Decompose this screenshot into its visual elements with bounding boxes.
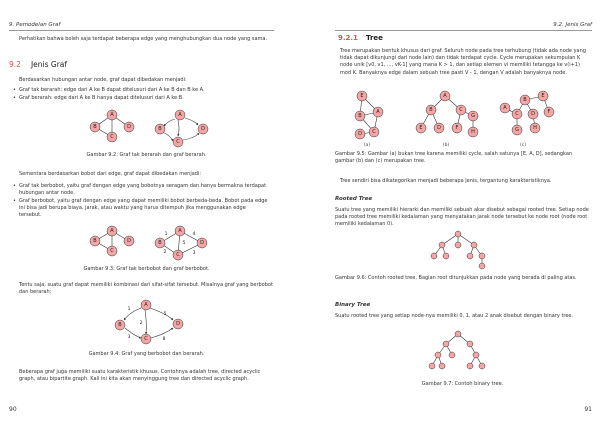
- edge: [164, 119, 175, 126]
- figure-9-5c: [495, 88, 565, 143]
- subfigure-label: (c): [520, 143, 526, 148]
- node-label: B: [429, 107, 433, 113]
- node-label: B: [93, 124, 97, 130]
- edge: [162, 132, 173, 141]
- tree-node: [473, 352, 479, 358]
- section-number: 9.2: [9, 60, 21, 69]
- figure-9-4-caption: Gambar 9.4: Graf yang berbobot dan berarah.: [88, 351, 205, 357]
- tree-node: [467, 253, 473, 259]
- edge-weight: 5: [163, 312, 167, 317]
- edge-weight: 5: [182, 241, 186, 246]
- right-page: [300, 0, 600, 424]
- figure-9-7-binary-tree: [428, 330, 488, 378]
- para-special: Beberapa graf juga memiliki suatu karakteristik khusus. Contohnya adalah tree, directed acyclic graph, atau bipartite graph. Kali ini kita akan menyinggung tree dan directed acyclic graph.: [19, 369, 261, 383]
- figure-9-4-weighted-directed: [105, 298, 195, 346]
- edge-weight: 2: [163, 250, 167, 255]
- edge: [185, 118, 198, 125]
- figure-9-2-directed: [150, 105, 220, 150]
- tree-node: [455, 231, 461, 237]
- section-title: Jenis Graf: [30, 60, 68, 69]
- figure-9-5b: [413, 88, 483, 143]
- subfigure-label: (b): [442, 143, 450, 148]
- section-heading: [9, 60, 67, 69]
- figure-9-6-rooted-tree: [428, 230, 488, 270]
- edge-weight: 4: [192, 232, 196, 237]
- subsection-number: 9.2.1: [338, 34, 358, 42]
- node-label: B: [93, 238, 97, 244]
- figure-9-3-weighted: [150, 225, 220, 265]
- intro-paragraph: Perhatikan bahwa boleh saja terdapat beberapa edge yang menghubungkan dua node yang sama.: [19, 36, 268, 42]
- node-label: E: [419, 125, 423, 131]
- tree-node: [479, 263, 485, 269]
- node-label: G: [471, 113, 475, 119]
- node-label: D: [176, 321, 180, 327]
- para-weight: Sementara berdasarkan bobot dari edge, graf dapat dibedakan menjadi:: [19, 171, 202, 177]
- bullet-undirected: • Graf tak berarah: edge dari A ke B dapat ditelusuri dari A ke B dan B ke A.: [19, 87, 269, 94]
- tree-node: [449, 352, 455, 358]
- figure-9-2-undirected: [85, 105, 145, 150]
- edge: [124, 308, 141, 320]
- bullet-weighted: • Graf berbobot, yaitu graf dengan edge yang dapat memiliki bobot berbeda-beda. Bobot pada edge ini bisa jadi berupa biaya, jarak, atau waktu yang harus ditempuh jika menggunakan edge tersebut.: [19, 198, 269, 219]
- header-rule-left: [9, 30, 274, 31]
- figure-9-3-unweighted: [85, 225, 145, 265]
- node-label: B: [358, 113, 362, 119]
- node-label: D: [127, 238, 131, 244]
- bullet-unweighted: • Graf tak berbobot, yaitu graf dengan edge yang bobotnya seragam dan hanya bermakna terdapat hubungan antar node.: [19, 183, 269, 197]
- node-label: A: [178, 112, 182, 118]
- tree-node: [455, 242, 461, 248]
- edge-weight: 8: [162, 337, 166, 342]
- node-label: G: [515, 127, 519, 133]
- node-label: C: [144, 336, 148, 342]
- binary-tree-heading: Binary Tree: [335, 302, 371, 308]
- tree-node: [443, 341, 449, 347]
- node-label: F: [455, 125, 459, 131]
- node-label: D: [437, 125, 441, 131]
- tree-node: [435, 352, 441, 358]
- tree-paragraph: Tree merupakan bentuk khusus dari graf. Seluruh node pada tree terhubung (tidak ada node yang tidak dapat dikunjungi dari node lain) dan tidak terdapat cycle. Cycle merupakan sekumpulan K node unik [v0, v1, ..., vK-1] yang mana K > 1, dan setiap elemen vi memiliki tetangga ke v(i+1) mod K. Banyaknya edge dalam sebuah tree pasti V - 1, dengan V adalah banyaknya node.: [340, 48, 586, 76]
- tree-categories-paragraph: Tree sendiri bisa dikategorikan menjadi beberapa jenis, tergantung karakteristiknya.: [340, 178, 552, 184]
- node-label: C: [176, 139, 180, 145]
- bullet-directed: • Graf berarah: edge dari A ke B hanya dapat ditelusuri dari A ke B.: [19, 95, 269, 102]
- node-label: B: [158, 126, 162, 132]
- node-label: H: [471, 129, 475, 135]
- header-rule-right: [335, 30, 592, 31]
- tree-node: [467, 341, 473, 347]
- tree-node: [429, 363, 435, 369]
- subsection-title: Tree: [365, 34, 383, 42]
- figure-9-5c-label: [513, 140, 533, 148]
- tree-node: [471, 242, 477, 248]
- edge: [150, 308, 173, 320]
- para-combination: Tentu saja, suatu graf dapat memiliki kombinasi dari sifat-sifat tersebut. Misalnya graf yang berbobot dan berarah:: [19, 282, 273, 296]
- figure-9-2-caption: Gambar 9.2: Graf tak berarah dan graf berarah.: [86, 152, 207, 158]
- node-label: A: [178, 228, 182, 234]
- node-label: A: [110, 112, 114, 118]
- node-label: A: [503, 105, 507, 111]
- node-label: E: [541, 93, 545, 99]
- tree-node: [439, 242, 445, 248]
- subsection-heading: [338, 34, 383, 42]
- figure-9-7-caption: Gambar 9.7: Contoh binary tree.: [421, 381, 504, 387]
- figure-9-5-caption: Gambar 9.5: Gambar (a) bukan tree karena memiliki cycle, salah satunya [E, A, D], sedangkan gambar (b) dan (c) merupakan tree.: [335, 151, 573, 165]
- edge-weight: 1: [164, 232, 168, 237]
- node-label: D: [531, 111, 535, 117]
- edge-weight: 3: [127, 335, 131, 340]
- node-label: D: [201, 126, 205, 132]
- node-label: C: [372, 129, 376, 135]
- edge: [183, 133, 199, 140]
- tree-node: [439, 363, 445, 369]
- running-head-left: 9. Pemodelan Graf: [9, 22, 61, 28]
- tree-node: [479, 363, 485, 369]
- binary-tree-paragraph: Suatu rooted tree yang setiap node-nya memiliki 0, 1, atau 2 anak disebut dengan binary tree.: [335, 313, 574, 319]
- figure-9-5a: [348, 88, 403, 143]
- figure-9-5a-label: [357, 140, 377, 148]
- edge: [145, 310, 146, 334]
- page-number-right: 91: [584, 406, 592, 413]
- running-head-right: 9.2. Jenis Graf: [553, 22, 592, 28]
- figure-9-5b-label: [436, 140, 456, 148]
- node-label: C: [459, 107, 463, 113]
- node-label: H: [533, 125, 537, 131]
- node-label: A: [110, 228, 114, 234]
- edge: [178, 120, 179, 136]
- subfigure-label: (a): [363, 143, 371, 148]
- edge-weight: 1: [127, 307, 131, 312]
- node-label: E: [360, 93, 364, 99]
- edge-weight: 3: [192, 251, 196, 256]
- edge-weight: 2: [139, 321, 143, 326]
- rooted-tree-paragraph: Suatu tree yang memiliki hierarki dan memiliki sebuah akar disebut sebagai rooted tree. Setiap node pada rooted tree memiliki kedalaman yang menyatakan jarak node tersebut ke node root (node root memiliki kedalaman 0).: [335, 207, 589, 228]
- figure-9-3-caption: Gambar 9.3: Graf tak berbobot dan graf berbobot.: [83, 266, 210, 272]
- tree-node: [431, 253, 437, 259]
- node-label: C: [110, 134, 114, 140]
- node-label: D: [127, 124, 131, 130]
- tree-node: [443, 253, 449, 259]
- node-label: C: [110, 248, 114, 254]
- para-relationship: Berdasarkan hubungan antar node, graf dapat dibedakan menjadi:: [19, 77, 187, 83]
- node-label: D: [200, 240, 204, 246]
- node-label: C: [176, 252, 180, 258]
- tree-node: [467, 363, 473, 369]
- node-label: C: [515, 111, 519, 117]
- tree-node: [479, 253, 485, 259]
- node-label: A: [376, 109, 380, 115]
- node-label: B: [118, 322, 122, 328]
- node-label: D: [358, 131, 362, 137]
- tree-node: [455, 331, 461, 337]
- node-label: B: [158, 240, 162, 246]
- node-label: F: [547, 109, 551, 115]
- node-label: A: [443, 93, 447, 99]
- node-label: A: [144, 302, 148, 308]
- figure-9-6-caption: Gambar 9.6: Contoh rooted tree. Bagian root ditunjukkan pada node yang berada di paling atas.: [335, 275, 577, 281]
- node-label: B: [523, 97, 527, 103]
- rooted-tree-heading: Rooted Tree: [335, 196, 373, 202]
- page-number-left: 90: [9, 406, 17, 413]
